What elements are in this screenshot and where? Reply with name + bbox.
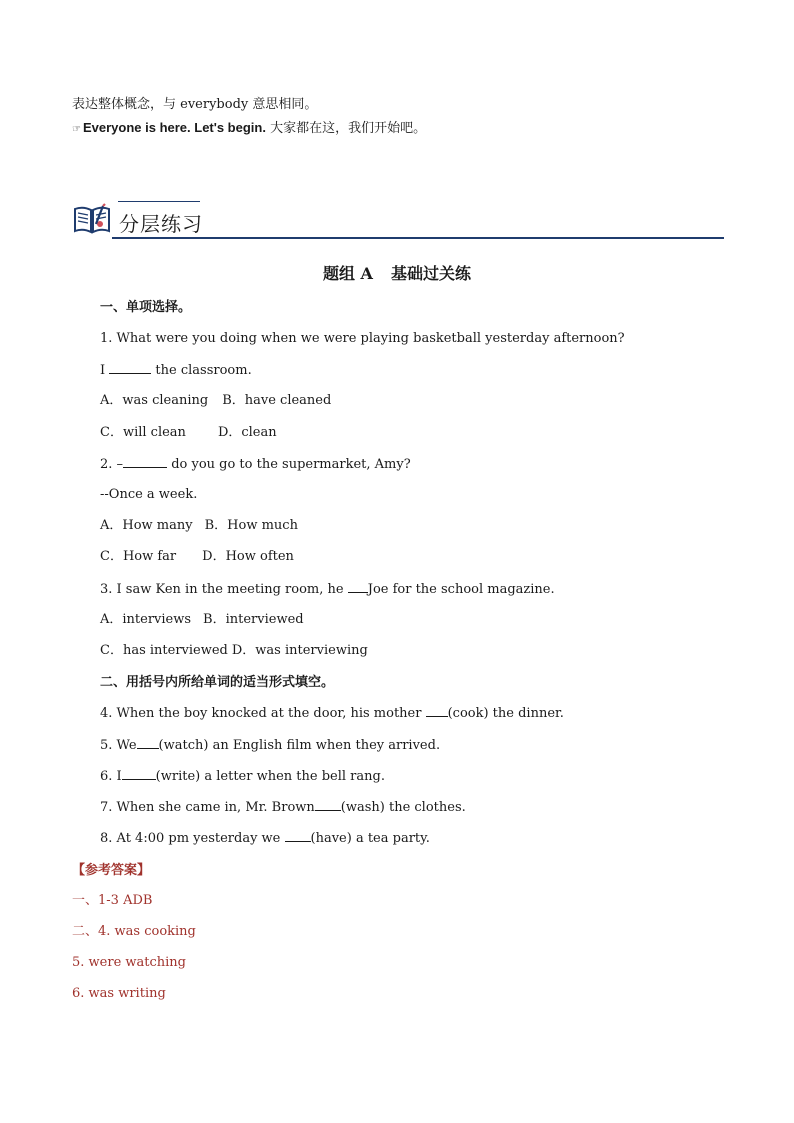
q4-post: (cook) the dinner.	[447, 706, 564, 721]
q1-option-b: B．have cleaned	[222, 393, 332, 408]
q1-options-cd	[100, 425, 277, 441]
q6-blank	[122, 768, 156, 780]
answers-heading: 【参考答案】	[72, 862, 151, 877]
group-label: 题组 A	[322, 264, 373, 283]
q1-answer-line	[100, 362, 252, 379]
q2-stem-pre: 2. –	[100, 457, 124, 472]
q4-pre: 4. When the boy knocked at the door, his mother	[100, 706, 422, 721]
q2-option-a: A．How many	[100, 518, 193, 533]
q5-pre: 5. We	[100, 738, 137, 753]
q2-option-d: D．How often	[202, 549, 294, 564]
book-icon	[72, 200, 112, 236]
q2-stem	[100, 456, 411, 473]
part1-heading: 一、单项选择。	[100, 299, 192, 314]
header-top-line	[118, 201, 200, 202]
q1-options-ab	[100, 393, 331, 409]
group-name: 基础过关练	[390, 264, 471, 283]
q6-pre: 6. I	[100, 769, 122, 784]
q2-option-c: C．How far	[100, 549, 177, 564]
q6-line	[100, 768, 385, 785]
answer-q4: 二、4. was cooking	[72, 924, 196, 939]
q4-line	[100, 705, 564, 722]
answer-q6: 6. was writing	[72, 986, 166, 1001]
q7-line	[100, 799, 466, 816]
answer-part1: 一、1-3 ADB	[72, 893, 153, 908]
q2-options-ab	[100, 518, 298, 534]
q1-blank	[109, 362, 151, 374]
q1-option-a: A．was cleaning	[100, 393, 209, 408]
intro-text: 表达整体概念，与 everybody 意思相同。	[72, 97, 318, 112]
section-header	[72, 196, 724, 242]
q3-option-c: C．has interviewed	[100, 643, 228, 658]
section-title: 分层练习	[119, 214, 203, 236]
q1-option-d: D．clean	[217, 425, 277, 440]
q2-stem-post: do you go to the supermarket, Amy?	[171, 457, 411, 472]
q8-line	[100, 830, 430, 847]
q3-blank	[348, 581, 368, 593]
q3-option-a: A．interviews	[100, 612, 192, 627]
q5-post: (watch) an English film when they arrived.	[158, 738, 441, 753]
q3-option-d: D．was interviewing	[231, 643, 368, 658]
q2-blank	[123, 456, 167, 468]
group-title	[0, 261, 794, 284]
q4-blank	[426, 705, 448, 717]
q7-blank	[315, 799, 341, 811]
q1-answer-pre: I	[100, 363, 106, 378]
q7-post: (wash) the clothes.	[340, 800, 466, 815]
example-chinese: 大家都在这，我们开始吧。	[265, 121, 427, 136]
q1-option-c: C．will clean	[100, 425, 186, 440]
q2-options-cd	[100, 549, 294, 565]
q2-reply: --Once a week.	[100, 487, 198, 502]
q7-pre: 7. When she came in, Mr. Brown	[100, 800, 315, 815]
q5-blank	[137, 737, 159, 749]
q5-line	[100, 737, 440, 754]
part2-heading: 二、用括号内所给单词的适当形式填空。	[100, 674, 335, 689]
q3-stem	[100, 581, 555, 598]
q2-option-b: B．How much	[204, 518, 298, 533]
q6-post: (write) a letter when the bell rang.	[155, 769, 385, 784]
q3-stem-pre: 3. I saw Ken in the meeting room, he	[100, 582, 344, 597]
q1-answer-post: the classroom.	[155, 363, 252, 378]
q8-pre: 8. At 4:00 pm yesterday we	[100, 831, 281, 846]
header-rule	[112, 237, 724, 239]
pointing-hand-icon: ☞	[72, 124, 81, 135]
q3-stem-post: Joe for the school magazine.	[367, 582, 555, 597]
q8-post: (have) a tea party.	[310, 831, 430, 846]
q8-blank	[285, 830, 311, 842]
q3-options-ab	[100, 612, 304, 628]
answer-q5: 5. were watching	[72, 955, 187, 970]
q3-option-b: B．interviewed	[203, 612, 304, 627]
example-sentence	[72, 120, 426, 138]
q3-options-cd	[100, 643, 368, 659]
q1-stem: 1. What were you doing when we were playing basketball yesterday afternoon?	[100, 331, 625, 346]
example-english: Everyone is here. Let's begin.	[82, 120, 266, 135]
